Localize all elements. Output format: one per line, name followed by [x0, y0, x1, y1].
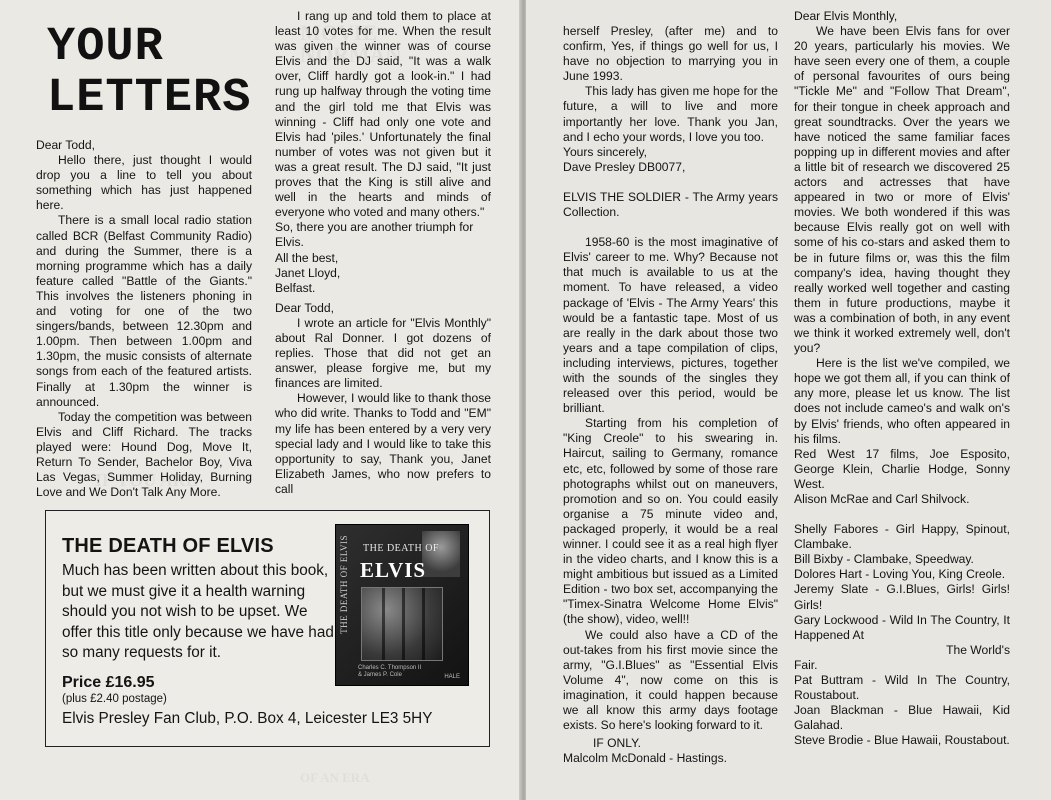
letter-paragraph: However, I would like to thank those who did write. Thanks to Todd and "EM" my life has been entered by a very very special lady and I would like to take this opportunity to say, Thank you, Janet Elizabeth James, who now prefers to call	[275, 391, 491, 496]
headline-line-1: YOUR	[47, 21, 164, 74]
letter-location: Belfast.	[275, 280, 316, 295]
friends-list: Red West 17 films, Joe Esposito, George Klein, Charlie Hodge, Sonny West.	[794, 446, 1010, 491]
book-spine-title: THE DEATH OF ELVIS	[339, 535, 349, 634]
left-column-2	[275, 9, 491, 497]
headline-line-2: LETTERS	[47, 72, 252, 125]
actor-list-item: Gary Lockwood - Wild In The Country, It Happened At	[794, 612, 1010, 642]
book-publisher: HALE	[444, 674, 460, 680]
letter-paragraph: We have been Elvis fans for over 20 years, particularly his movies. We have seen every one of them, a couple of personal favourites of ours being "Tickle Me" and "Follow That Dream", for their tongue in cheek approach and great soundtracks. Over the years we have noticed the same familiar faces popping up in different movies and after a little bit of research we discovered 25 actors and actresses that have appeared in two or more of Elvis' movies. We both wondered if this was because Elvis really got on well with some of his co-stars and asked them to be in future films or, was this the film company's idea, having thought they really worked well together and casting them in future productions, maybe it was a combination of both, in any event we think it worked extremely well, don't you?	[794, 24, 1010, 356]
right-column-2	[794, 9, 1010, 749]
book-advert	[45, 510, 490, 747]
article-signature: Malcolm McDonald - Hastings.	[563, 751, 727, 766]
letter-salutation: Dear Todd,	[275, 300, 334, 315]
letter-paragraph: This lady has given me hope for the future, a will to live and more importantly her love. Thank you Jan, and I echo your words, I love you too.	[563, 84, 778, 144]
left-column-1	[36, 138, 252, 500]
article-paragraph: Starting from his completion of "King Creole" to his swearing in. Haircut, sailing to Germany, romance etc, etc, followed by some of those rare photographs whilst out on maneuvers, promotion and so on. You could easily organise a 75 minute video and, packaged properly, it would be a real winner. I could see it as a real high flyer in the video charts, and I know this is a might ambitious but issued as a Limited Edition - two box set, accompanying the "Timex-Sinatra Welcome Home Elvis" (the show), video, well!!	[563, 416, 778, 627]
advert-title: THE DEATH OF ELVIS	[62, 535, 274, 557]
actor-list-continuation: The World's	[946, 642, 1010, 657]
book-portrait-photo	[422, 531, 460, 577]
actor-list-item: Steve Brodie - Blue Hawaii, Roustabout.	[794, 733, 1010, 748]
article-paragraph: We could also have a CD of the out-takes from his first movie since the army, "G.I.Blues" as "Essential Elvis Volume 4", now come on this is imagination, it could happen because we all know this army days footage exists. So here's looking forward to it.	[563, 627, 778, 733]
letter-closing-line: So, there you are another triumph for Elvis.	[275, 220, 474, 250]
book-title-big: ELVIS	[360, 558, 427, 582]
article-paragraph: 1958-60 is the most imaginative of Elvis' career to me. Why? Because not that much is available to us at the moment. To have released, a video package of 'Elvis - The Army Years' this would be a fantastic tape. Most of us are really in the dark about those two years and a tape compilation of clips, including interviews, pictures, together with the sounds of the singles they released over this period, would be brilliant.	[563, 235, 778, 416]
actor-list-item: Shelly Fabores - Girl Happy, Spinout, Clambake.	[794, 522, 1010, 552]
book-title-small: THE DEATH OF	[363, 543, 439, 554]
actor-list-item: Dolores Hart - Loving You, King Creole.	[794, 567, 1006, 582]
advert-postage: (plus £2.40 postage)	[62, 693, 167, 705]
actor-list-item: Joan Blackman - Blue Hawaii, Kid Galahad.	[794, 703, 1010, 733]
actor-list-item: Jeremy Slate - G.I.Blues, Girls! Girls! Girls!	[794, 582, 1010, 612]
letter-sign-off: Yours sincerely,	[563, 144, 648, 159]
letter-signature: Dave Presley DB0077,	[563, 159, 686, 174]
bleed-through-text	[300, 770, 370, 786]
right-column-1	[563, 24, 778, 766]
actor-list-item: Bill Bixby - Clambake, Speedway.	[794, 552, 974, 567]
letter-closing-line: All the best,	[275, 250, 339, 265]
advert-body: Much has been written about this book, but we must give it a health warning should you not wish to be upset. We offer this title only because we have had so many requests for it.	[62, 562, 334, 661]
letter-salutation: Dear Elvis Monthly,	[794, 9, 898, 23]
letter-paragraph: I wrote an article for "Elvis Monthly" about Ral Donner. I got dozens of replies. Those that did not get an answer, please forgive me, but my finances are limited.	[275, 315, 491, 391]
advert-address: Elvis Presley Fan Club, P.O. Box 4, Leicester LE3 5HY	[62, 710, 433, 727]
letter-paragraph: Here is the list we've compiled, we hope we got them all, if you can think of any more, please let us know. The list does not include cameo's and walk on's by Elvis' friends, who often appeared in his films.	[794, 356, 1010, 446]
letter-paragraph: Today the competition was between Elvis and Cliff Richard. The tracks played were: Hound Dog, Move It, Return To Sender, Bachelor Boy, Viva Las Vegas, Summer Holiday, Burning Love and We Don't Talk Any More.	[36, 409, 252, 500]
letter-signature: Janet Lloyd,	[275, 265, 341, 280]
left-page	[0, 0, 521, 800]
friends-list: Alison McRae and Carl Shilvock.	[794, 492, 970, 506]
letter-paragraph: There is a small local radio station called BCR (Belfast Community Radio) and during the Summer, there is a morning programme which has a daily feature called "Battle of the Giants." This involves the listeners phoning in and voting for one of the two singers/bands, between 12.30pm and 1.00pm. Then between 1.00pm and 1.30pm, the music consists of alternate songs from each of the featured artists. Finally at 1.30pm the winner is announced.	[36, 213, 252, 409]
letter-paragraph: Hello there, just thought I would drop you a line to tell you about something which has just happened here.	[36, 153, 252, 213]
letter-salutation: Dear Todd,	[36, 138, 95, 152]
actor-list-item: Fair.	[794, 657, 818, 672]
book-authors: Charles C. Thompson II & James P. Cole	[358, 665, 422, 678]
article-closing: IF ONLY.	[593, 736, 641, 751]
right-page	[526, 0, 1051, 800]
letter-paragraph: herself Presley, (after me) and to confirm, Yes, if things go well for us, I have no objection to marrying you in June 1993.	[563, 24, 778, 84]
book-cover-photo	[361, 587, 443, 661]
article-heading: ELVIS THE SOLDIER - The Army years Collection.	[563, 189, 778, 220]
letter-paragraph: I rang up and told them to place at least 10 votes for me. When the result was given the winner was of course Elvis and the DJ said, "It was a walk over, Cliff hardly got a look-in." I had rung up halfway through the voting time and the girl told me that Elvis was winning - Cliff had only one vote and Elvis had 'piles.' Unfortunately the final number of votes was not given but it was a great result. The DJ said, "It just proves that the King is still alive and well in the hearts and minds of everyone who voted and many others."	[275, 9, 491, 220]
actor-list-item: Pat Buttram - Wild In The Country, Roustabout.	[794, 673, 1010, 703]
book-cover-image	[335, 524, 469, 686]
advert-price: Price £16.95	[62, 674, 155, 691]
page-headline	[47, 22, 251, 124]
